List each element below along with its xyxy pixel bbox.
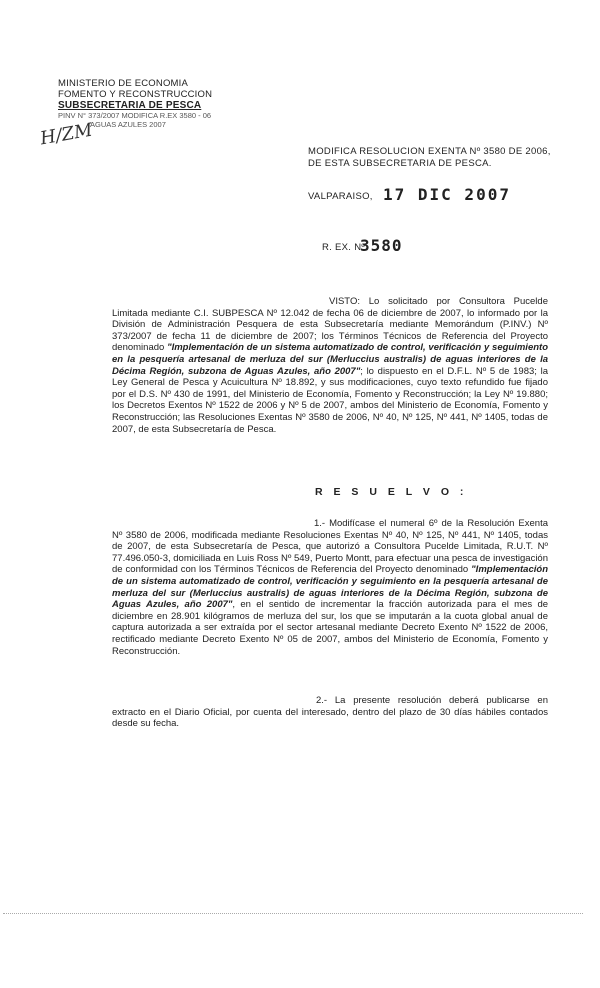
article-1-text-2: , en el sentido de incrementar la fracción autorizada para el mes de diciembre en 28.901 kilógramos de merluza del sur, los que se imputarán a la cuota global anual de captura autorizada a ser extraída por el sector artesanal mediante Decreto Exento Nº 1522 de 2006, rectificado mediante Decreto Exento Nº 05 de 2007, ambos del Ministerio de Economía, Fomento y Reconstrucción. bbox=[112, 599, 549, 657]
reference-line: PINV N° 373/2007 MODIFICA R.EX 3580 - 06 bbox=[58, 111, 212, 120]
ministry-line-2: FOMENTO Y RECONSTRUCCION bbox=[58, 89, 213, 100]
handwritten-initials: H/ZM bbox=[38, 119, 95, 150]
place-label: VALPARAISO, bbox=[308, 191, 373, 202]
resolution-number-label: R. EX. Nº bbox=[322, 242, 366, 253]
resolution-article-1 bbox=[112, 518, 548, 657]
article-1-text-1: 1.- Modifícase el numeral 6º de la Resolución Exenta Nº 3580 de 2006, modificada mediante Resoluciones Exentas Nº 40, Nº 125, Nº 441, Nº 1405, todas de 2007, de esta Subsecretaría de Pesca, que autorizó a Consultora Pucelde Limitada, R.U.T. Nº 77.496.050-3, domiciliada en Luis Ross Nº 549, Puerto Montt, para efectuar una pesca de investigación de conformidad con los Términos Técnicos de Referencia del Proyecto denominado bbox=[112, 518, 548, 576]
article-1-project-title: "Implementación de un sistema automatizado de control, verificación y seguimiento en la pesquería artesanal de merluza del sur (Merluccius australis) de aguas interiores de la Décima Región, subzona de Aguas Azules, año 2007" bbox=[112, 564, 548, 611]
scan-edge-line bbox=[3, 913, 583, 914]
visto-text-2: ; lo dispuesto en el D.F.L. Nº 5 de 1983; la Ley General de Pesca y Acuicultura Nº 18.892, y sus modificaciones, cuyo texto refundido fue fijado por el D.S. Nº 430 de 1991, del Ministerio de Economía, Fomento y Reconstrucción; la Ley Nº 19.880; los Decretos Exentos Nº 1522 de 2006 y Nº 5 de 2007, ambos del Ministerio de Economía, Fomento y Reconstrucción; las Resoluciones Exentas Nº 3580 de 2006, Nº 40, Nº 125, Nº 441, Nº 1405, todas de 2007, de esta Subsecretaría de Pesca. bbox=[112, 365, 549, 435]
reference-line-2: AGUAS AZULES 2007 bbox=[90, 120, 166, 129]
resolution-subject: MODIFICA RESOLUCION EXENTA Nº 3580 DE 2006, DE ESTA SUBSECRETARIA DE PESCA. bbox=[308, 146, 551, 169]
visto-text-1: VISTO: Lo solicitado por Consultora Pucelde Limitada mediante C.I. SUBPESCA Nº 12.042 de fecha 06 de diciembre de 2007, lo informado por la División de Administración Pesquera de esta Subsecretaría mediante Memorándum (P.INV.) Nº 373/2007 de fecha 11 de diciembre de 2007; los Términos Técnicos de Referencia del Proyecto denominado bbox=[112, 296, 548, 354]
subsecretaria-line: SUBSECRETARIA DE PESCA bbox=[58, 100, 202, 111]
ministry-line: MINISTERIO DE ECONOMIA bbox=[58, 78, 189, 89]
project-title: "Implementación de un sistema automatizado de control, verificación y seguimiento en la pesquería artesanal de merluza del sur (Merluccius australis) de aguas interiores de la Décima Región, subzona de Aguas Azules, año 2007" bbox=[112, 342, 548, 377]
visto-paragraph bbox=[112, 296, 548, 435]
resuelvo-heading: R E S U E L V O : bbox=[315, 486, 468, 498]
date-stamp: 17 DIC 2007 bbox=[383, 185, 511, 204]
resolution-number: 3580 bbox=[360, 236, 403, 255]
resolution-article-2: 2.- La presente resolución deberá publicarse en extracto en el Diario Oficial, por cuenta del interesado, dentro del plazo de 30 días hábiles contados desde su fecha. bbox=[112, 695, 548, 730]
